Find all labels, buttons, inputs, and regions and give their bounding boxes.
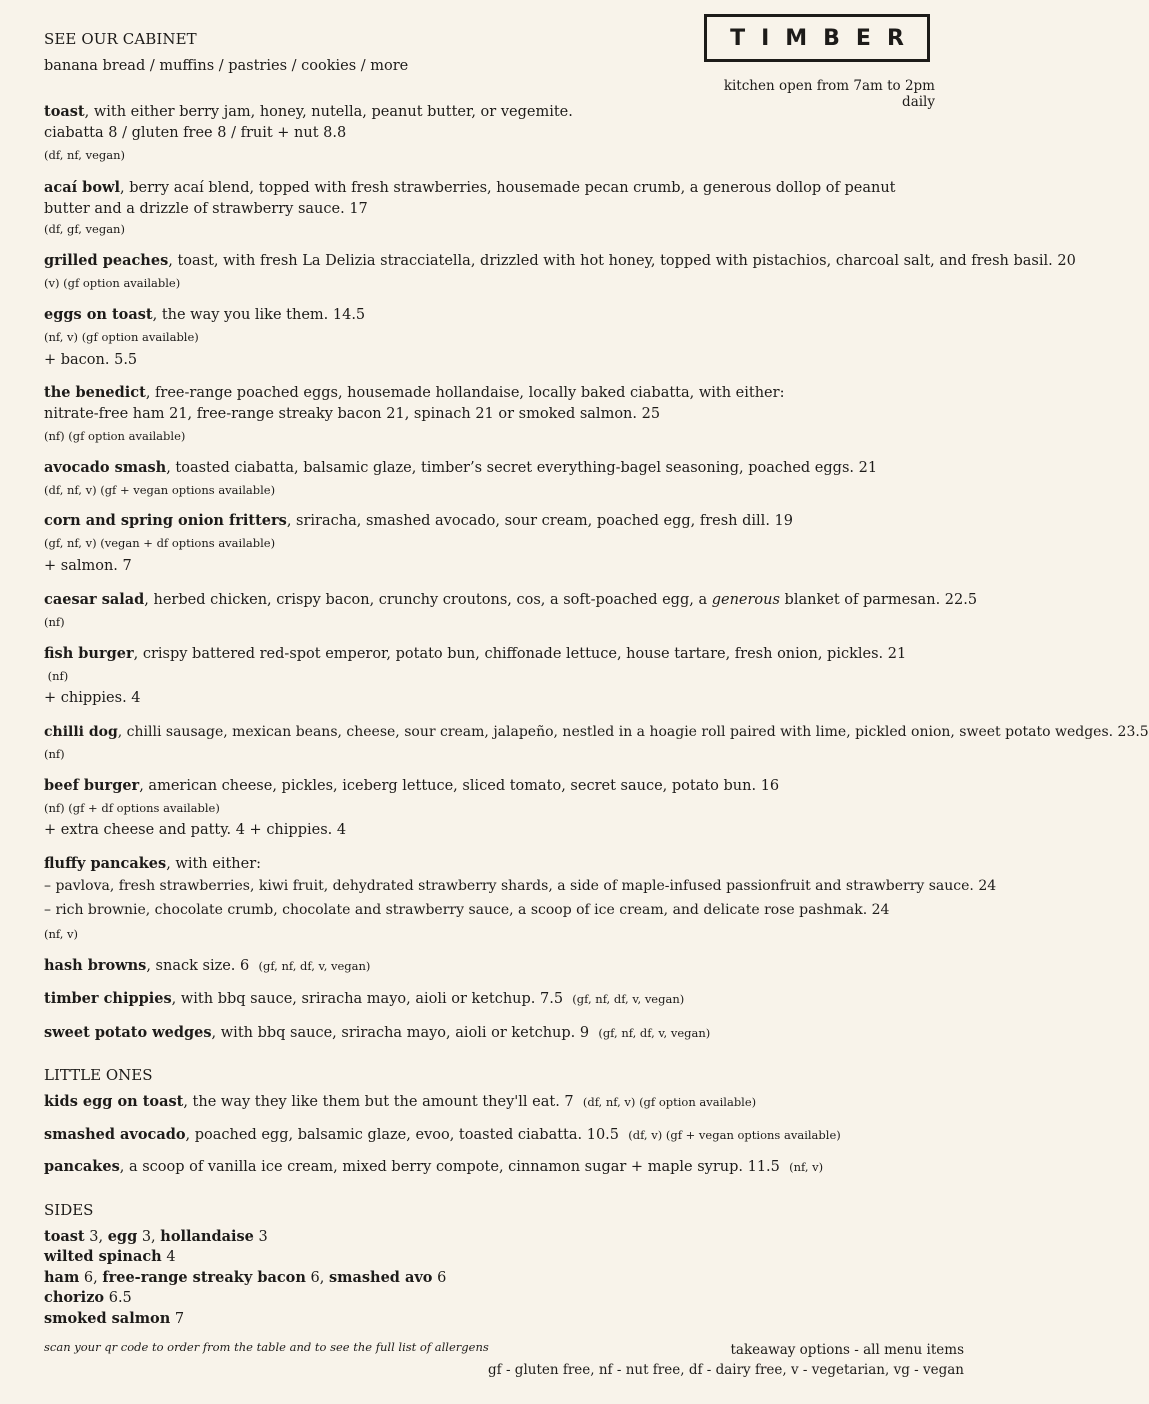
- dietary-legend: gf - gluten free, nf - nut free, df - dairy free, v - vegetarian, vg - vegan: [488, 1362, 964, 1378]
- kitchen-hours: kitchen open from 7am to 2pm daily: [723, 78, 935, 110]
- item-name: caesar salad: [44, 591, 145, 608]
- item-name: toast: [44, 103, 85, 120]
- benedict-options: nitrate-free ham 21, free-range streaky bacon 21, spinach 21 or smoked salmon. 25: [44, 406, 661, 422]
- menu-item-eggs-on-toast: [44, 305, 365, 325]
- cabinet-heading: SEE OUR CABINET: [44, 30, 197, 48]
- fritters-addon: + salmon. 7: [44, 558, 132, 574]
- takeaway-note: takeaway options - all menu items: [730, 1342, 964, 1358]
- side-name: free-range streaky bacon: [102, 1269, 306, 1286]
- menu-item-toast: [44, 102, 573, 122]
- item-tags: (gf, nf, df, v, vegan): [598, 1026, 711, 1040]
- item-name: beef burger: [44, 777, 140, 794]
- item-desc: , with either berry jam, honey, nutella, peanut butter, or vegemite.: [84, 104, 573, 120]
- side-price: 4: [161, 1249, 176, 1265]
- sides-row: [44, 1268, 446, 1288]
- side-price: 6: [432, 1270, 447, 1286]
- side-name: toast: [44, 1228, 85, 1245]
- side-name: hollandaise: [160, 1228, 254, 1245]
- menu-item-benedict: [44, 383, 784, 403]
- benedict-tags: (nf) (gf option available): [44, 429, 186, 443]
- menu-item-hash-browns: [44, 956, 370, 976]
- menu-item-fritters: [44, 511, 793, 531]
- item-desc: , the way they like them but the amount they'll eat. 7: [183, 1094, 583, 1110]
- menu-item-fish-burger: [44, 644, 906, 664]
- avocado-tags: (df, nf, v) (gf + vegan options available): [44, 483, 276, 497]
- toast-prices: ciabatta 8 / gluten free 8 / fruit + nut 8.8: [44, 125, 347, 141]
- cabinet-items: banana bread / muffins / pastries / cookies / more: [44, 58, 409, 74]
- little-ones-heading: LITTLE ONES: [44, 1066, 153, 1084]
- item-desc: , toast, with fresh La Delizia stracciatella, drizzled with hot honey, topped with pistachios, charcoal salt, and fresh basil. 20: [168, 253, 1076, 269]
- item-desc: , free-range poached eggs, housemade hollandaise, locally baked ciabatta, with either:: [145, 385, 785, 401]
- side-price: 6.5: [104, 1290, 132, 1306]
- menu-item-grilled-peaches: [44, 251, 1076, 271]
- item-desc: , herbed chicken, crispy bacon, crunchy croutons, cos, a soft-poached egg, a: [144, 592, 712, 608]
- item-tags: (gf, nf, df, v, vegan): [572, 992, 685, 1006]
- item-desc: , toasted ciabatta, balsamic glaze, timber’s secret everything-bagel seasoning, poached eggs. 21: [166, 460, 878, 476]
- item-desc: , crispy battered red-spot emperor, potato bun, chiffonade lettuce, house tartare, fresh onion, pickles. 21: [133, 646, 907, 662]
- sides-row: [44, 1247, 176, 1267]
- side-name: chorizo: [44, 1289, 105, 1306]
- side-price: 6,: [79, 1270, 103, 1286]
- chilli-tags: (nf): [44, 747, 65, 761]
- side-price: 3,: [84, 1229, 108, 1245]
- side-name: wilted spinach: [44, 1248, 162, 1265]
- item-name: the benedict: [44, 384, 146, 401]
- item-name: avocado smash: [44, 459, 167, 476]
- side-name: smoked salmon: [44, 1310, 171, 1327]
- side-price: 7: [170, 1311, 185, 1327]
- sides-row: [44, 1309, 184, 1329]
- fritters-tags: (gf, nf, v) (vegan + df options available): [44, 536, 276, 550]
- item-name: chilli dog: [44, 724, 118, 740]
- menu-item-sweet-potato-wedges: [44, 1023, 710, 1043]
- caesar-tags: (nf): [44, 615, 65, 629]
- item-emphasis: generous: [711, 592, 780, 608]
- item-desc: , with bbq sauce, sriracha mayo, aioli or ketchup. 7.5: [171, 991, 573, 1007]
- side-price: 6,: [305, 1270, 329, 1286]
- item-desc: , chilli sausage, mexican beans, cheese, sour cream, jalapeño, nestled in a hoagie roll paired with lime, pickled onion, sweet potato wedges. 23.5: [117, 724, 1149, 740]
- fish-tags: (nf): [44, 669, 69, 683]
- toast-tags: (df, nf, vegan): [44, 148, 125, 162]
- menu-item-kids-smashed-avocado: [44, 1125, 841, 1145]
- side-name: smashed avo: [328, 1269, 433, 1286]
- item-tags: (df, v) (gf + vegan options available): [628, 1128, 841, 1142]
- sides-row: [44, 1227, 268, 1247]
- menu-item-fluffy-pancakes: [44, 854, 261, 874]
- item-name: pancakes: [44, 1158, 120, 1175]
- item-name: smashed avocado: [44, 1126, 186, 1143]
- item-name: sweet potato wedges: [44, 1024, 212, 1041]
- item-tags: (nf, v): [789, 1160, 824, 1174]
- menu-item-acai-bowl: [44, 177, 904, 220]
- acai-tags: (df, gf, vegan): [44, 222, 125, 236]
- item-tags: (df, nf, v) (gf option available): [582, 1095, 757, 1109]
- peaches-tags: (v) (gf option available): [44, 276, 181, 290]
- side-price: 3,: [137, 1229, 161, 1245]
- item-name: acaí bowl: [44, 179, 120, 196]
- item-desc: , snack size. 6: [146, 958, 259, 974]
- menu-item-caesar-salad: [44, 590, 977, 610]
- eggs-tags: (nf, v) (gf option available): [44, 330, 199, 344]
- pancakes-tags: (nf, v): [44, 927, 79, 941]
- side-price: 3: [253, 1229, 268, 1245]
- item-name: fish burger: [44, 645, 134, 662]
- item-desc: , a scoop of vanilla ice cream, mixed berry compote, cinnamon sugar + maple syrup. 11.5: [119, 1159, 790, 1175]
- menu-item-beef-burger: [44, 776, 779, 796]
- item-name: corn and spring onion fritters: [44, 512, 287, 529]
- beef-addon: + extra cheese and patty. 4 + chippies. 4: [44, 822, 347, 838]
- pancakes-option-brownie: – rich brownie, chocolate crumb, chocolate and strawberry sauce, a scoop of ice cream, and delicate rose pashmak. 24: [44, 902, 890, 918]
- menu-item-timber-chippies: [44, 989, 684, 1009]
- menu-item-chilli-dog: [44, 722, 1149, 742]
- item-name: grilled peaches: [44, 252, 169, 269]
- item-desc: , berry acaí blend, topped with fresh strawberries, housemade pecan crumb, a generous dollop of peanut butter and a drizzle of strawberry sauce. 17: [44, 180, 896, 217]
- item-desc: , poached egg, balsamic glaze, evoo, toasted ciabatta. 10.5: [185, 1127, 629, 1143]
- menu-item-kids-egg-on-toast: [44, 1092, 756, 1112]
- item-name: fluffy pancakes: [44, 855, 167, 872]
- item-desc: , american cheese, pickles, iceberg lettuce, sliced tomato, secret sauce, potato bun. 16: [139, 778, 780, 794]
- item-desc: , sriracha, smashed avocado, sour cream, poached egg, fresh dill. 19: [286, 513, 793, 529]
- sides-heading: SIDES: [44, 1201, 94, 1219]
- menu-item-avocado-smash: [44, 458, 877, 478]
- qr-note: scan your qr code to order from the table and to see the full list of allergens: [44, 1340, 489, 1354]
- eggs-addon: + bacon. 5.5: [44, 352, 138, 368]
- item-name: timber chippies: [44, 990, 172, 1007]
- item-tags: (gf, nf, df, v, vegan): [258, 959, 371, 973]
- item-desc: , with bbq sauce, sriracha mayo, aioli or ketchup. 9: [211, 1025, 599, 1041]
- item-name: hash browns: [44, 957, 147, 974]
- sides-row: [44, 1288, 132, 1308]
- side-name: ham: [44, 1269, 80, 1286]
- item-desc: , the way you like them. 14.5: [152, 307, 366, 323]
- item-name: eggs on toast: [44, 306, 153, 323]
- item-name: kids egg on toast: [44, 1093, 184, 1110]
- pancakes-option-pavlova: – pavlova, fresh strawberries, kiwi fruit, dehydrated strawberry shards, a side of maple-infused passionfruit and strawberry sauce. 24: [44, 878, 997, 894]
- item-desc: , with either:: [166, 856, 262, 872]
- side-name: egg: [107, 1228, 138, 1245]
- timber-logo: TIMBER: [704, 14, 930, 62]
- fish-addon: + chippies. 4: [44, 690, 141, 706]
- beef-tags: (nf) (gf + df options available): [44, 801, 220, 815]
- item-desc-end: blanket of parmesan. 22.5: [779, 592, 978, 608]
- menu-item-kids-pancakes: [44, 1157, 823, 1177]
